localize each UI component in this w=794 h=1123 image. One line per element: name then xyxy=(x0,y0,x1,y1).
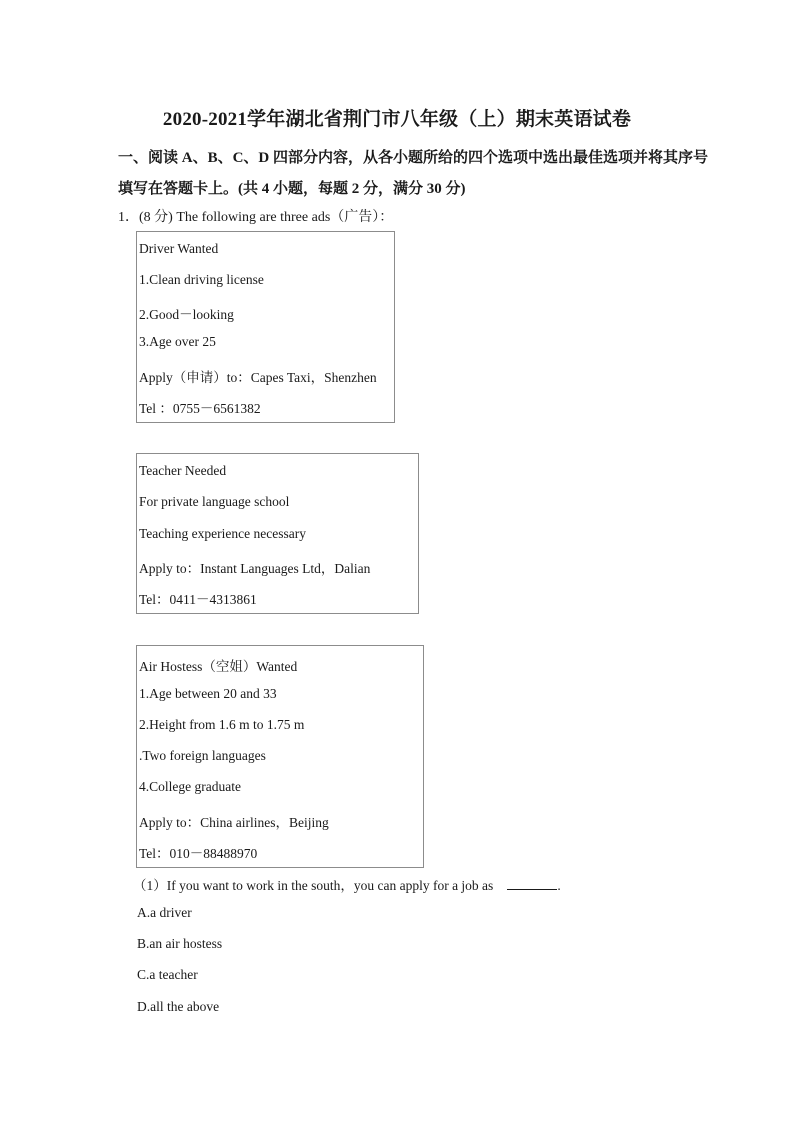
ad-line: 1.Clean driving license xyxy=(139,272,264,287)
ad-line: 1.Age between 20 and 33 xyxy=(139,686,277,701)
sub-question-text: （1）If you want to work in the south，you can apply for a job as xyxy=(133,878,494,893)
ad-line: Tel：0411－4313861 xyxy=(139,592,257,607)
ad-line: Tel：010－88488970 xyxy=(139,846,258,861)
option-a[interactable]: A.a driver xyxy=(137,905,192,920)
ad-line: Teacher Needed xyxy=(139,463,227,478)
ad-line: Teaching experience necessary xyxy=(139,526,306,541)
ad-line: 2.Height from 1.6 m to 1.75 m xyxy=(139,717,305,732)
ad-line: Apply（申请）to：Capes Taxi，Shenzhen xyxy=(139,370,377,385)
ad-line: Tel ：0755－6561382 xyxy=(139,401,261,416)
ad-line: Air Hostess（空姐）Wanted xyxy=(139,659,298,674)
ad-line: .Two foreign languages xyxy=(139,748,266,763)
question-1-intro: 1．(8 分) The following are three ads（广告）： xyxy=(118,210,394,225)
ad-line: For private language school xyxy=(139,494,290,509)
ad-line: Driver Wanted xyxy=(139,241,219,256)
ad-line: 2.Good－looking xyxy=(139,307,234,322)
answer-blank[interactable] xyxy=(507,877,557,890)
ad-line: Apply to：China airlines，Beijing xyxy=(139,815,329,830)
page-title: 2020-2021学年湖北省荆门市八年级（上）期末英语试卷 xyxy=(162,109,632,130)
sub-question-end: . xyxy=(557,878,561,893)
ad-box-air-hostess xyxy=(136,645,424,868)
option-c[interactable]: C.a teacher xyxy=(137,967,198,982)
ad-line: 4.College graduate xyxy=(139,779,241,794)
ad-box-driver xyxy=(136,231,395,423)
section-instruction-line-2: 填写在答题卡上。(共 4 小题，每题 2 分，满分 30 分) xyxy=(118,181,466,197)
ad-line: Apply to：Instant Languages Ltd，Dalian xyxy=(139,561,371,576)
sub-question-1 xyxy=(133,874,561,894)
ad-line: 3.Age over 25 xyxy=(139,334,216,349)
option-d[interactable]: D.all the above xyxy=(137,999,220,1014)
ad-box-teacher xyxy=(136,453,419,614)
option-b[interactable]: B.an air hostess xyxy=(137,936,223,951)
section-instruction-line-1: 一、阅读 A、B、C、D 四部分内容，从各小题所给的四个选项中选出最佳选项并将其序号 xyxy=(118,150,709,166)
